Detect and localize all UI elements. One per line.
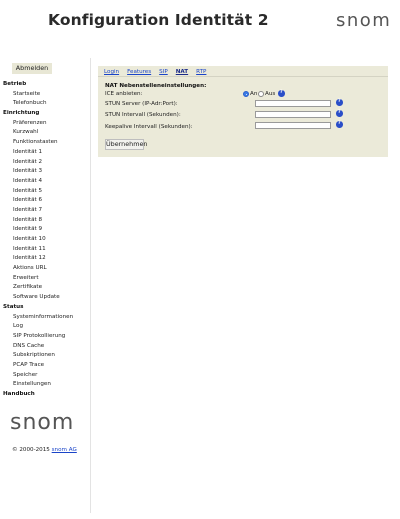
sidebar-item-praeferenzen[interactable]: Präferenzen bbox=[13, 119, 47, 126]
stun-interval-help-icon[interactable]: ? bbox=[337, 110, 341, 115]
snom-logo-sidebar: snom bbox=[10, 410, 75, 435]
nat-section-title: NAT Nebenstelleneinstellungen: bbox=[105, 83, 207, 89]
tab-rtp[interactable]: RTP bbox=[196, 69, 207, 75]
sidebar-item-identitaet-5[interactable]: Identität 5 bbox=[13, 187, 43, 194]
sidebar-item-einstellungen[interactable]: Einstellungen bbox=[13, 381, 51, 388]
stun-interval-label: STUN Intervall (Sekunden): bbox=[105, 112, 181, 118]
ice-help-icon[interactable]: ? bbox=[279, 90, 283, 95]
sidebar-item-identitaet-12[interactable]: Identität 12 bbox=[13, 255, 46, 262]
sidebar-item-log[interactable]: Log bbox=[13, 323, 23, 330]
sidebar-item-identitaet-9[interactable]: Identität 9 bbox=[13, 226, 43, 233]
sidebar-section-status: Status bbox=[3, 303, 24, 310]
sidebar-item-dns-cache[interactable]: DNS Cache bbox=[13, 342, 45, 349]
sidebar-item-telefonbuch[interactable]: Telefonbuch bbox=[13, 100, 47, 107]
sidebar-item-erweitert[interactable]: Erweitert bbox=[13, 274, 39, 281]
sidebar-item-identitaet-7[interactable]: Identität 7 bbox=[13, 206, 43, 213]
sidebar-item-identitaet-3[interactable]: Identität 3 bbox=[13, 168, 43, 175]
tab-features[interactable]: Features bbox=[127, 69, 152, 75]
keepalive-input[interactable] bbox=[255, 122, 331, 129]
sidebar-item-sip-protokollierung[interactable]: SIP Protokollierung bbox=[13, 332, 66, 339]
tab-nat[interactable]: NAT bbox=[175, 69, 189, 75]
stun-server-help-icon[interactable]: ? bbox=[337, 99, 341, 104]
keepalive-label: Keepalive Intervall (Sekunden): bbox=[105, 124, 193, 130]
apply-button[interactable]: Übernehmen bbox=[106, 140, 148, 148]
stun-server-label: STUN Server (IP-Adr:Port): bbox=[105, 101, 178, 107]
sidebar-item-funktionstasten[interactable]: Funktionstasten bbox=[13, 139, 58, 146]
sidebar-item-identitaet-4[interactable]: Identität 4 bbox=[13, 177, 43, 184]
keepalive-help-icon[interactable]: ? bbox=[337, 121, 341, 126]
ice-off-label: Aus bbox=[265, 91, 276, 97]
ice-off-radio[interactable] bbox=[258, 91, 264, 97]
sidebar-item-identitaet-10[interactable]: Identität 10 bbox=[13, 236, 46, 242]
stun-server-input[interactable] bbox=[255, 100, 331, 107]
sidebar-section-handbuch: Handbuch bbox=[3, 391, 35, 397]
ice-on-radio[interactable] bbox=[243, 91, 249, 97]
copyright-text bbox=[12, 447, 77, 453]
sidebar bbox=[0, 58, 92, 519]
sidebar-divider bbox=[90, 58, 91, 513]
sidebar-nav bbox=[3, 80, 91, 400]
snom-logo-header: snom bbox=[336, 10, 392, 31]
sidebar-item-zertifikate[interactable]: Zertifikate bbox=[13, 284, 43, 291]
sidebar-section-betrieb: Betrieb bbox=[3, 81, 27, 87]
snom-ag-link[interactable]: snom AG bbox=[51, 447, 77, 453]
ice-label: ICE anbieten: bbox=[105, 91, 143, 97]
sidebar-item-systeminformationen[interactable]: Systeminformationen bbox=[13, 313, 74, 320]
sidebar-item-subskriptionen[interactable]: Subskriptionen bbox=[13, 352, 55, 359]
sidebar-item-software-update[interactable]: Software Update bbox=[13, 294, 60, 301]
sidebar-item-identitaet-2[interactable]: Identität 2 bbox=[13, 158, 43, 165]
logout-button[interactable]: Abmelden bbox=[12, 63, 52, 74]
sidebar-item-identitaet-11[interactable]: Identität 11 bbox=[13, 245, 46, 252]
sidebar-item-speicher[interactable]: Speicher bbox=[13, 371, 38, 378]
tab-sip[interactable]: SIP bbox=[159, 69, 168, 75]
sidebar-section-einrichtung: Einrichtung bbox=[3, 110, 40, 117]
sidebar-item-pcap-trace[interactable]: PCAP Trace bbox=[13, 361, 45, 368]
sidebar-item-kurzwahl[interactable]: Kurzwahl bbox=[13, 129, 39, 136]
sidebar-item-aktions-url[interactable]: Aktions URL bbox=[13, 265, 47, 272]
sidebar-item-identitaet-6[interactable]: Identität 6 bbox=[13, 197, 43, 204]
tab-divider bbox=[98, 76, 388, 77]
sidebar-item-identitaet-1[interactable]: Identität 1 bbox=[13, 148, 43, 155]
tab-login[interactable]: Login bbox=[104, 69, 120, 75]
sidebar-item-startseite[interactable]: Startseite bbox=[13, 90, 41, 97]
stun-interval-input[interactable] bbox=[255, 111, 331, 118]
page-title: Konfiguration Identität 2 bbox=[48, 11, 269, 29]
ice-on-label: An bbox=[250, 91, 258, 97]
copyright-prefix: © 2000-2015 bbox=[12, 447, 52, 453]
sidebar-item-identitaet-8[interactable]: Identität 8 bbox=[13, 216, 43, 223]
